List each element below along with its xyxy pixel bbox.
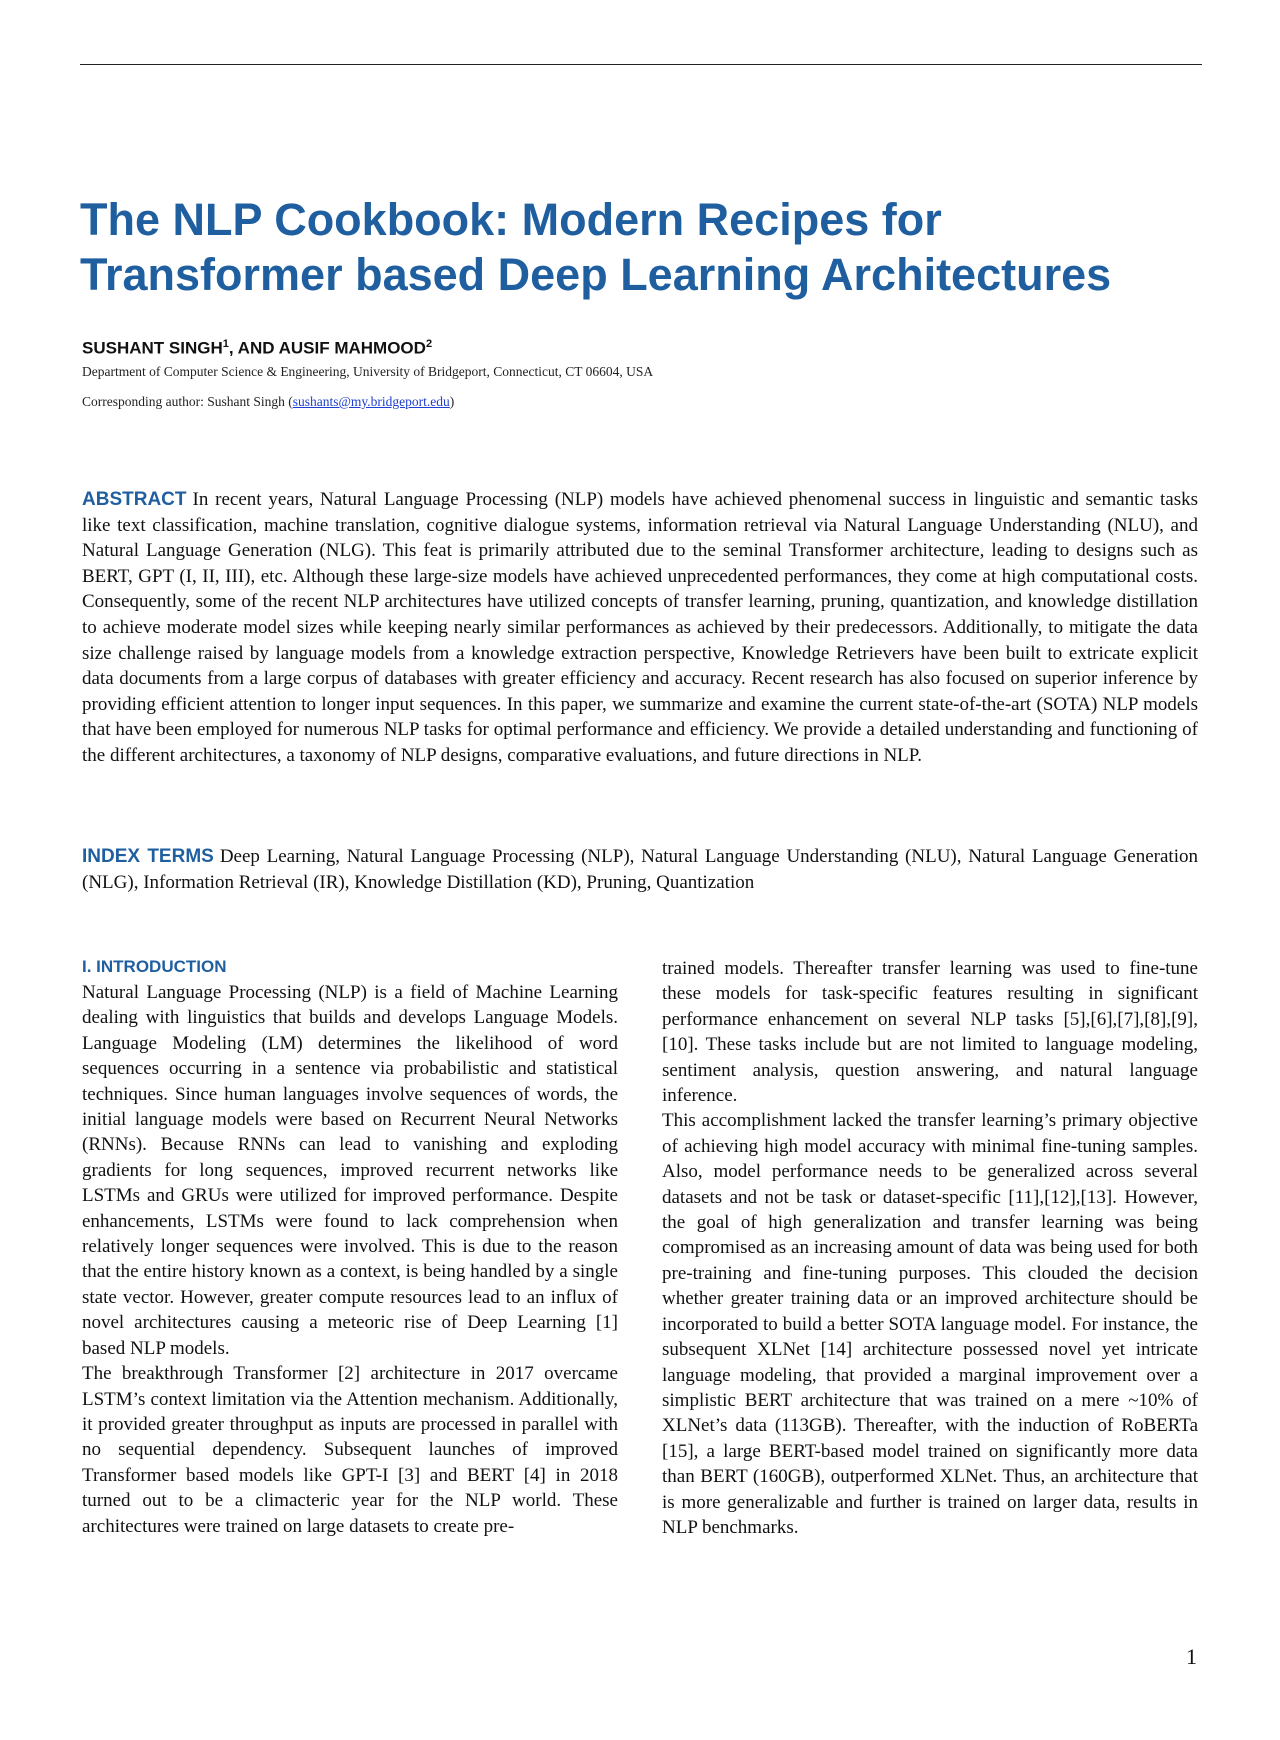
corresponding-author [82, 394, 454, 410]
author-list [82, 338, 432, 359]
abstract-label: ABSTRACT [82, 489, 187, 510]
index-terms-text: Deep Learning, Natural Language Processing (NLP), Natural Language Understanding (NLU), Natural Language Generation (NLG), Information Retrieval (IR), Knowledge Distillation (KD), Pruning, Quantization [82, 846, 1198, 893]
author-2-affil-mark: 2 [425, 338, 433, 350]
intro-paragraph-4: This accomplishment lacked the transfer learning’s primary objective of achieving high model accuracy with minimal fine-tuning samples. Also, model performance needs to be generalized across several datasets and not be task or dataset-specific [11],[12],[13]. However, the goal of high generalization and transfer learning was being compromised as an increasing amount of data was being used for both pre-training and fine-tuning purposes. This clouded the decision whether greater training data or an improved architecture should be incorporated to build a better SOTA language model. For instance, the subsequent XLNet [14] architecture possessed novel yet intricate language modeling, that provided a marginal improvement over a simplistic BERT architecture that was trained on a mere ~10% of XLNet’s data (113GB). Thereafter, with the induction of RoBERTa [15], a large BERT-based model trained on significantly more data than BERT (160GB), outperformed XLNet. Thus, an architecture that is more generalizable and further is trained on larger data, results in NLP benchmarks. [662, 1110, 1198, 1538]
author-1-affil-mark: 1 [222, 338, 229, 350]
intro-paragraph-2: The breakthrough Transformer [2] architecture in 2017 overcame LSTM’s context limitation via the Attention mechanism. Additionally, it provided greater throughput as inputs are processed in parallel with no sequential dependency. Subsequent launches of improved Transformer based models like GPT-I [3] and BERT [4] in 2018 turned out to be a climacteric year for the NLP world. These architectures were trained on large datasets to create pre- [82, 1363, 618, 1537]
intro-paragraph-3: trained models. Thereafter transfer learning was used to fine-tune these models for task-specific features resulting in significant performance enhancement on several NLP tasks [5],[6],[7],[8],[9],[10]. These tasks include but are not limited to language modeling, sentiment analysis, question answering, and natural language inference. [662, 958, 1198, 1107]
author-separator: , AND [228, 338, 279, 358]
corresponding-label: Corresponding author: Sushant Singh ( [82, 394, 293, 409]
author-1: SUSHANT SINGH [82, 338, 223, 358]
title-line-2: Transformer based Deep Learning Architectures [80, 249, 1112, 300]
index-terms [82, 844, 1198, 895]
left-column [82, 956, 618, 1539]
header-rule [80, 64, 1202, 65]
title-line-1: The NLP Cookbook: Modern Recipes for [80, 194, 942, 245]
intro-paragraph-1: Natural Language Processing (NLP) is a field of Machine Learning dealing with linguistics that builds and develops Language Models. Language Modeling (LM) determines the likelihood of word sequences occurring in a sentence via probabilistic and statistical techniques. Since human languages involve sequences of words, the initial language models were based on Recurrent Neural Networks (RNNs). Because RNNs can lead to vanishing and exploding gradients for long sequences, improved recurrent networks like LSTMs and GRUs were utilized for improved performance. Despite enhancements, LSTMs were found to lack comprehension when relatively longer sequences were involved. This is due to the reason that the entire history known as a context, is being handled by a single state vector. However, greater compute resources lead to an influx of novel architectures causing a meteoric rise of Deep Learning [1] based NLP models. [82, 982, 618, 1359]
right-column [662, 956, 1198, 1540]
corresponding-close: ) [449, 394, 455, 409]
author-email-link[interactable]: sushants@my.bridgeport.edu [292, 394, 450, 409]
paper-title [80, 192, 1202, 302]
author-2: AUSIF MAHMOOD [278, 338, 426, 358]
abstract [82, 487, 1198, 769]
section-heading-introduction: I. INTRODUCTION [82, 957, 227, 976]
page-number: 1 [1186, 1644, 1197, 1669]
abstract-text: In recent years, Natural Language Processing (NLP) models have achieved phenomenal success in linguistic and semantic tasks like text classification, machine translation, cognitive dialogue systems, information retrieval via Natural Language Understanding (NLU), and Natural Language Generation (NLG). This feat is primarily attributed due to the seminal Transformer architecture, leading to designs such as BERT, GPT (I, II, III), etc. Although these large-size models have achieved unprecedented performances, they come at high computational costs. Consequently, some of the recent NLP architectures have utilized concepts of transfer learning, pruning, quantization, and knowledge distillation to achieve moderate model sizes while keeping nearly similar performances as achieved by their predecessors. Additionally, to mitigate the data size challenge raised by language models from a knowledge extraction perspective, Knowledge Retrievers have been built to extricate explicit data documents from a large corpus of databases with greater efficiency and accuracy. Recent research has also focused on superior inference by providing efficient attention to longer input sequences. In this paper, we summarize and examine the current state-of-the-art (SOTA) NLP models that have been employed for numerous NLP tasks for optimal performance and efficiency. We provide a detailed understanding and functioning of the different architectures, a taxonomy of NLP designs, comparative evaluations, and future directions in NLP. [82, 489, 1198, 766]
affiliation: Department of Computer Science & Engineering, University of Bridgeport, Connecticut, CT 06604, USA [82, 364, 654, 379]
index-terms-label: INDEX TERMS [82, 846, 214, 867]
